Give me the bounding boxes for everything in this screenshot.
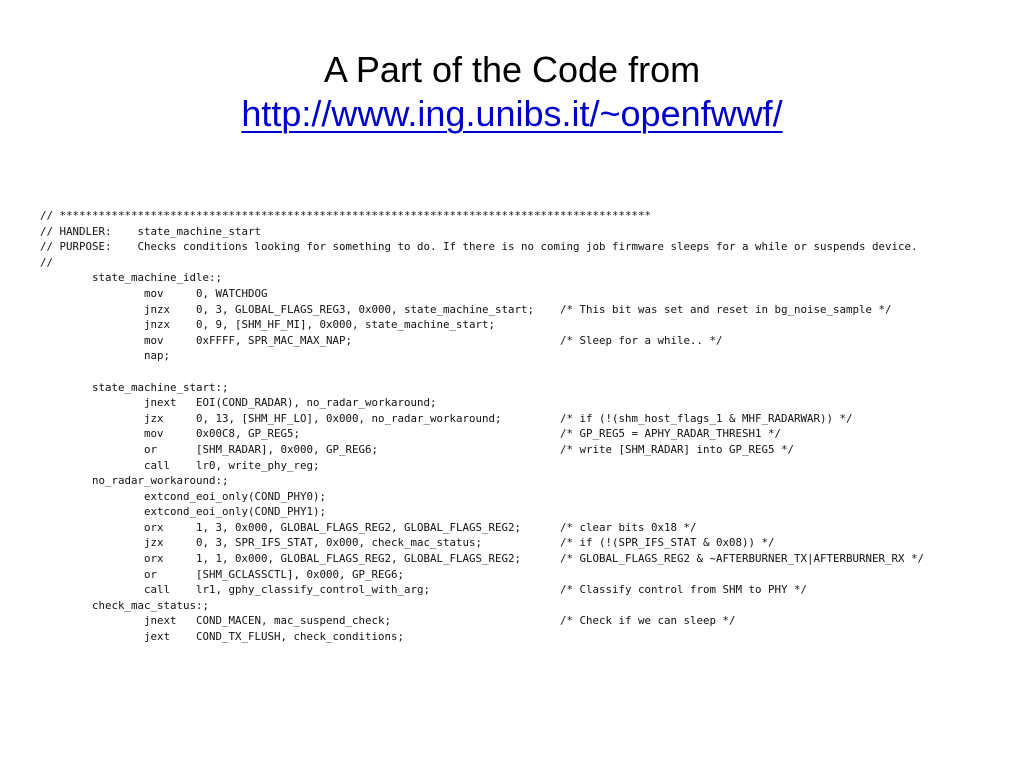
code-line: jzx 0, 13, [SHM_HF_LO], 0x000, no_radar_workaround; /* if (!(shm_host_flags_1 & MHF_RADARWAR)) */ [40,411,853,425]
code-line: nap; [40,349,171,363]
code-line: call lr1, gphy_classify_control_with_arg; /* Classify control from SHM to PHY */ [40,583,808,597]
code-line: mov 0, WATCHDOG [40,286,268,300]
code-line: mov 0xFFFF, SPR_MAC_MAX_NAP; /* Sleep for a while.. */ [40,333,723,347]
code-listing [40,208,1024,645]
code-line: mov 0x00C8, GP_REG5; /* GP_REG5 = APHY_RADAR_THRESH1 */ [40,427,782,441]
code-line: extcond_eoi_only(COND_PHY0); [40,489,327,503]
title-text: A Part of the Code from [323,49,701,90]
code-line: // [40,255,54,269]
source-link[interactable]: http://www.ing.unibs.it/~openfwwf/ [241,93,783,134]
code-line: extcond_eoi_only(COND_PHY1); [40,505,327,519]
code-line: jext COND_TX_FLUSH, check_conditions; [40,630,405,644]
code-line: // ******************************************************************************************* [40,209,652,222]
slide-title [0,48,1024,136]
code-line: orx 1, 3, 0x000, GLOBAL_FLAGS_REG2, GLOBAL_FLAGS_REG2; /* clear bits 0x18 */ [40,520,697,534]
code-line: jnzx 0, 9, [SHM_HF_MI], 0x000, state_machine_start; [40,318,496,332]
code-line: or [SHM_GCLASSCTL], 0x000, GP_REG6; [40,567,405,581]
code-line: jzx 0, 3, SPR_IFS_STAT, 0x000, check_mac_status; /* if (!(SPR_IFS_STAT & 0x08)) */ [40,536,775,550]
code-line: orx 1, 1, 0x000, GLOBAL_FLAGS_REG2, GLOBAL_FLAGS_REG2; /* GLOBAL_FLAGS_REG2 & ~AFTERBURNER_TX|AFTERBURNER_RX */ [40,552,925,566]
code-line: state_machine_idle:; [40,271,223,285]
code-line: jnzx 0, 3, GLOBAL_FLAGS_REG3, 0x000, state_machine_start; /* This bit was set and reset in bg_noise_sample */ [40,302,892,316]
code-line: or [SHM_RADAR], 0x000, GP_REG6; /* write [SHM_RADAR] into GP_REG5 */ [40,442,795,456]
code-line: // PURPOSE: Checks conditions looking for something to do. If there is no coming job firmware sleeps for a while or suspends device. [40,240,918,254]
code-line: state_machine_start:; [40,380,229,394]
code-line: jnext EOI(COND_RADAR), no_radar_workaround; [40,396,437,410]
code-line: no_radar_workaround:; [40,474,229,488]
code-line: jnext COND_MACEN, mac_suspend_check; /* Check if we can sleep */ [40,614,736,628]
code-line: // HANDLER: state_machine_start [40,224,262,238]
code-line: call lr0, write_phy_reg; [40,458,320,472]
code-line [40,364,1024,380]
code-line: check_mac_status:; [40,598,210,612]
